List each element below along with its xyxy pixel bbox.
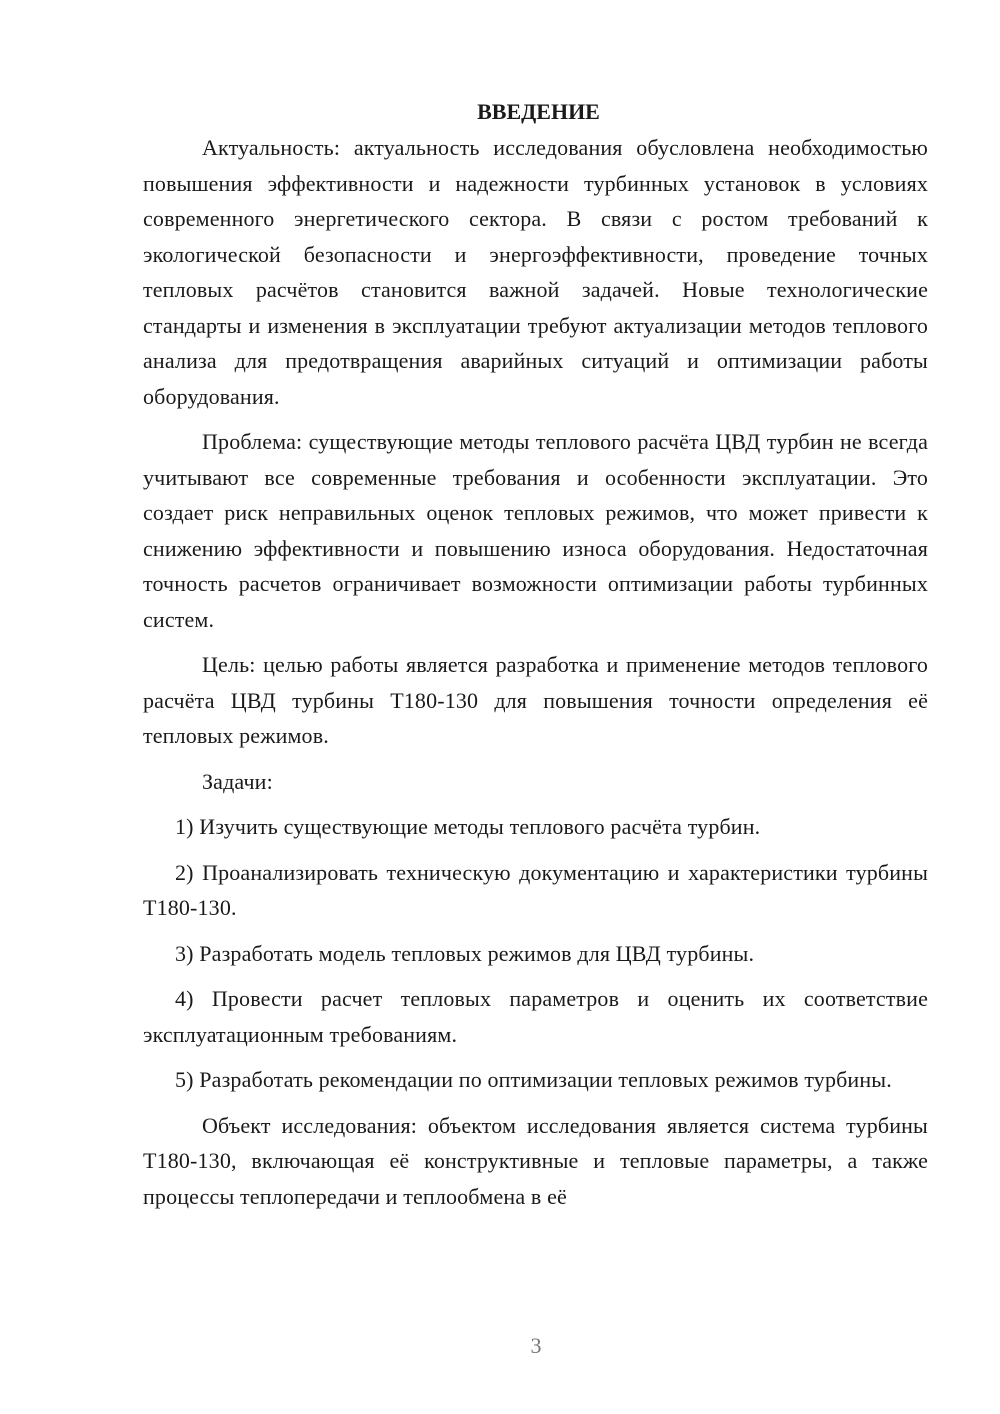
- paragraph-tasks-label: Задачи:: [202, 768, 273, 794]
- task-item: 1) Изучить существующие методы теплового расчёта турбин.: [175, 814, 761, 839]
- section-heading: ВВЕДЕНИЕ: [477, 99, 600, 124]
- page-content: [143, 94, 928, 1224]
- paragraph-problem: Проблема: существующие методы теплового расчёта ЦВД турбин не всегда учитывают все современные требования и особенности эксплуатации. Это создает риск неправильных оценок тепловых режимов, что может привести к снижению эффективности и повышению износа оборудования. Недостаточная точность расчетов ограничивает возможности оптимизации работы турбинных систем.: [143, 429, 928, 632]
- page-number: 3: [530, 1333, 542, 1358]
- task-item: 4) Провести расчет тепловых параметров и оценить их соответствие эксплуатационным требованиям.: [143, 986, 928, 1047]
- task-item: 5) Разработать рекомендации по оптимизации тепловых режимов турбины.: [175, 1067, 892, 1092]
- paragraph-relevance: Актуальность: актуальность исследования обусловлена необходимостью повышения эффективности и надежности турбинных установок в условиях современного энергетического сектора. В связи с ростом требований к экологической безопасности и энергоэффективности, проведение точных тепловых расчётов становится важной задачей. Новые технологические стандарты и изменения в эксплуатации требуют актуализации методов теплового анализа для предотвращения аварийных ситуаций и оптимизации работы оборудования.: [143, 135, 928, 409]
- task-item: 3) Разработать модель тепловых режимов для ЦВД турбины.: [175, 940, 755, 966]
- paragraph-goal: Цель: целью работы является разработка и применение методов теплового расчёта ЦВД турбины Т180-130 для повышения точности определения её тепловых режимов.: [143, 652, 928, 748]
- task-item: 2) Проанализировать техническую документацию и характеристики турбины Т180-130.: [143, 859, 928, 920]
- paragraph-object: Объект исследования: объектом исследования является система турбины Т180-130, включающая её конструктивные и тепловые параметры, а также процессы теплопередачи и теплообмена в её: [143, 1112, 928, 1209]
